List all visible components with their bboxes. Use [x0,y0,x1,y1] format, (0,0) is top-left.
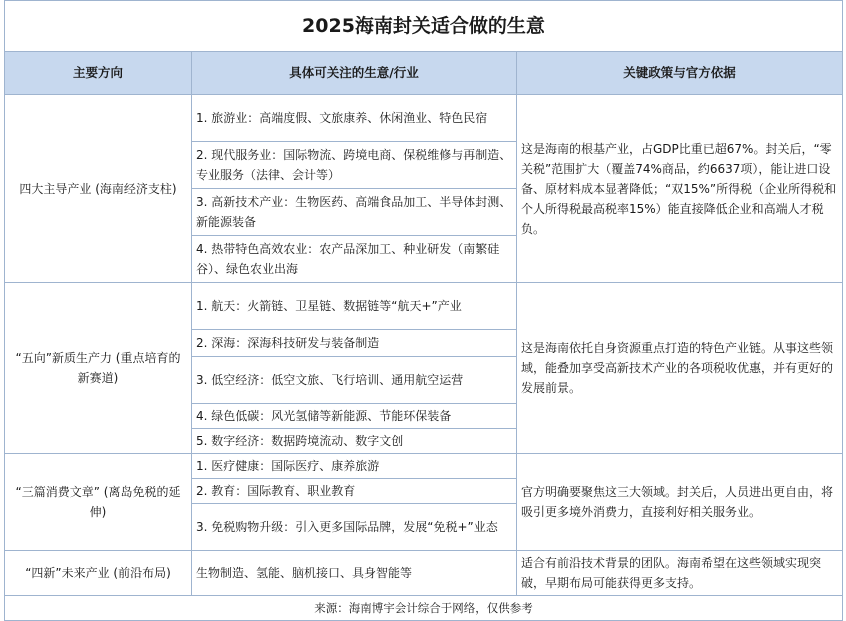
business-item: 1. 旅游业：高端度假、文旅康养、休闲渔业、特色民宿 [192,95,517,142]
table-row [5,283,843,330]
business-item: 2. 教育：国际教育、职业教育 [192,479,517,504]
business-item: 4. 热带特色高效农业：农产品深加工、种业研发（南繁硅谷）、绿色农业出海 [192,236,517,283]
business-table [4,0,843,621]
title-row [5,1,843,52]
business-item: 生物制造、氢能、脑机接口、具身智能等 [192,551,517,596]
direction-cell: 四大主导产业 (海南经济支柱) [5,95,192,283]
business-item: 3. 免税购物升级：引入更多国际品牌，发展“免税+”业态 [192,504,517,551]
policy-cell: 适合有前沿技术背景的团队。海南希望在这些领域实现突破，早期布局可能获得更多支持。 [517,551,843,596]
header-business: 具体可关注的生意/行业 [192,52,517,95]
header-row [5,52,843,95]
business-item: 1. 医疗健康：国际医疗、康养旅游 [192,454,517,479]
business-item: 1. 航天：火箭链、卫星链、数据链等“航天+”产业 [192,283,517,330]
business-item: 3. 低空经济：低空文旅、飞行培训、通用航空运营 [192,357,517,404]
policy-cell: 这是海南依托自身资源重点打造的特色产业链。从事这些领域，能叠加享受高新技术产业的各项税收优惠，并有更好的发展前景。 [517,283,843,454]
table-title: 2025海南封关适合做的生意 [5,1,843,52]
policy-cell: 这是海南的根基产业，占GDP比重已超67%。封关后，“零关税”范围扩大（覆盖74%商品，约6637项），能让进口设备、原材料成本显著降低；“双15%”所得税（企业所得税和个人所得税最高税率15%）能直接降低企业和高端人才税负。 [517,95,843,283]
business-item: 4. 绿色低碳：风光氢储等新能源、节能环保装备 [192,404,517,429]
header-direction: 主要方向 [5,52,192,95]
direction-cell: “四新”未来产业 (前沿布局) [5,551,192,596]
business-item: 2. 深海：深海科技研发与装备制造 [192,330,517,357]
table-row [5,95,843,142]
business-item: 3. 高新技术产业：生物医药、高端食品加工、半导体封测、新能源装备 [192,189,517,236]
table-row [5,454,843,479]
policy-cell: 官方明确要聚焦这三大领域。封关后，人员进出更自由，将吸引更多境外消费力，直接利好相关服务业。 [517,454,843,551]
header-policy: 关键政策与官方依据 [517,52,843,95]
direction-cell: “三篇消费文章” (离岛免税的延伸) [5,454,192,551]
source-note: 来源：海南博宇会计综合于网络，仅供参考 [5,596,843,621]
business-item: 5. 数字经济：数据跨境流动、数字文创 [192,429,517,454]
footer-row [5,596,843,621]
direction-cell: “五向”新质生产力 (重点培育的新赛道) [5,283,192,454]
table-row [5,551,843,596]
business-item: 2. 现代服务业：国际物流、跨境电商、保税维修与再制造、专业服务（法律、会计等） [192,142,517,189]
